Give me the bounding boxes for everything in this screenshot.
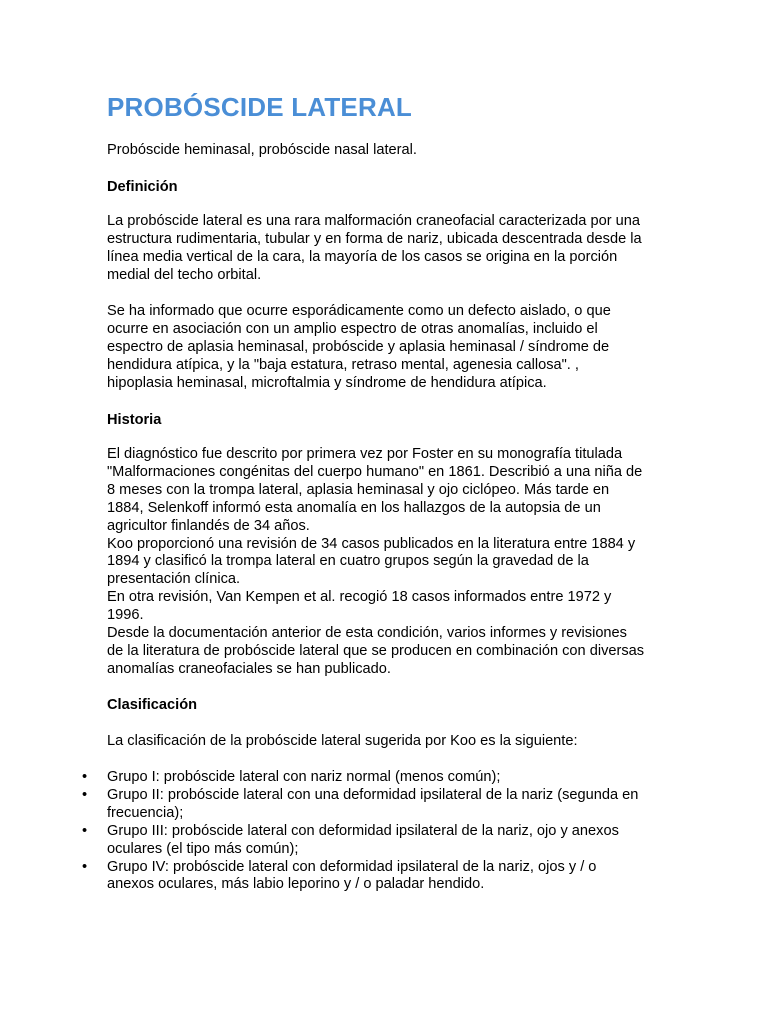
heading-historia: Historia [107, 412, 162, 428]
text-line: anomalías craneofaciales se han publicado. [107, 660, 391, 677]
list-item [0, 787, 768, 823]
text-line: frecuencia); [107, 804, 184, 821]
text-line: 8 meses con la trompa lateral, aplasia heminasal y ojo ciclópeo. Más tarde en [107, 481, 610, 498]
text-line: Grupo II: probóscide lateral con una deformidad ipsilateral de la nariz (segunda en [107, 786, 639, 803]
definicion-paragraph-2 [107, 303, 667, 393]
bullet-icon: • [82, 769, 88, 785]
text-line: presentación clínica. [107, 571, 241, 588]
bullet-icon: • [82, 858, 88, 875]
document-title: PROBÓSCIDE LATERAL [107, 92, 413, 122]
list-item [0, 769, 768, 787]
bullet-icon: • [82, 786, 88, 803]
text-line: Grupo IV: probóscide lateral con deformidad ipsilateral de la nariz, ojos y / o [107, 858, 597, 875]
clasificacion-list [0, 769, 768, 894]
text-line: anexos oculares, más labio leporino y / o paladar hendido. [107, 876, 485, 893]
text-line: estructura rudimentaria, tubular y en forma de nariz, ubicada descentrada desde la [107, 230, 642, 247]
synonyms-line: Probóscide heminasal, probóscide nasal lateral. [107, 142, 417, 158]
text-line: ocurre en asociación con un amplio espectro de otras anomalías, incluido el [107, 320, 598, 337]
text-line: La probóscide lateral es una rara malformación craneofacial caracterizada por una [107, 213, 640, 229]
text-line: de la literatura de probóscide lateral que se producen en combinación con diversas [107, 642, 645, 659]
text-line: El diagnóstico fue descrito por primera vez por Foster en su monografía titulada [107, 446, 623, 462]
text-line: En otra revisión, Van Kempen et al. recogió 18 casos informados entre 1972 y [107, 589, 612, 606]
text-line: línea media vertical de la cara, la mayoría de los casos se origina en la porción [107, 248, 618, 265]
text-line: Grupo III: probóscide lateral con deformidad ipsilateral de la nariz, ojo y anexos [107, 822, 619, 839]
clasificacion-intro: La clasificación de la probóscide lateral sugerida por Koo es la siguiente: [107, 733, 578, 749]
text-line: "Malformaciones congénitas del cuerpo humano" en 1861. Describió a una niña de [107, 463, 643, 480]
text-line: Se ha informado que ocurre esporádicamente como un defecto aislado, o que [107, 303, 611, 319]
text-line: hipoplasia heminasal, microftalmia y síndrome de hendidura atípica. [107, 374, 547, 391]
definicion-paragraph-1 [107, 213, 667, 285]
text-line: agricultor finlandés de 34 años. [107, 517, 310, 534]
text-line: 1884, Selenkoff informó esta anomalía en los hallazgos de la autopsia de un [107, 499, 601, 516]
text-line: hendidura atípica, y la "baja estatura, retraso mental, agenesia callosa". , [107, 356, 579, 373]
list-item [0, 823, 768, 859]
text-line: Koo proporcionó una revisión de 34 casos publicados en la literatura entre 1884 y [107, 535, 636, 552]
list-item [0, 859, 768, 895]
heading-definicion: Definición [107, 179, 178, 195]
text-line: medial del techo orbital. [107, 266, 262, 283]
heading-clasificacion: Clasificación [107, 697, 198, 713]
text-line: oculares (el tipo más común); [107, 840, 299, 857]
text-line: espectro de aplasia heminasal, probóscide y aplasia heminasal / síndrome de [107, 338, 610, 355]
text-line: Grupo I: probóscide lateral con nariz normal (menos común); [107, 769, 501, 785]
text-line: 1894 y clasificó la trompa lateral en cuatro grupos según la gravedad de la [107, 553, 589, 570]
text-line: 1996. [107, 607, 144, 624]
bullet-icon: • [82, 822, 88, 839]
text-line: Desde la documentación anterior de esta condición, varios informes y revisiones [107, 625, 627, 642]
historia-paragraph [107, 446, 667, 679]
